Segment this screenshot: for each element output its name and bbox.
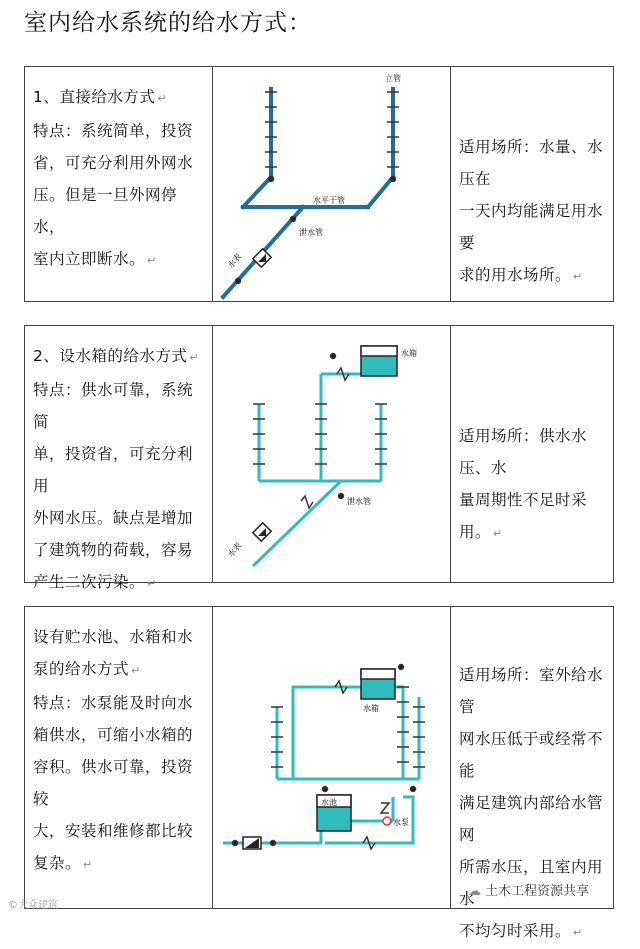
features-cell (25, 67, 213, 301)
feature-line: 复杂。 ↵ (33, 854, 93, 872)
pool-pump-tank-diagram (213, 607, 449, 907)
diagram-cell (213, 607, 451, 908)
usage-line: 适用场所：水量、水压在 (459, 138, 604, 188)
feature-line: 外网水压。缺点是增加 (33, 509, 194, 527)
watermark-left: ©大众建筑 (8, 900, 58, 911)
main-pipe-label: 水平干管 (313, 196, 345, 205)
usage-cell (451, 67, 613, 301)
wechat-icon: ☁ (468, 884, 486, 899)
row-heading: 设有贮水池、水箱和水 (33, 628, 194, 646)
tank-label: 水箱 (363, 704, 379, 713)
usage-line: 网水压低于或经常不能 (459, 730, 604, 780)
feature-line: 省，可充分利用外网水 (33, 154, 194, 172)
watermark-right: ☁ 土木工程资源共享 (468, 884, 590, 899)
usage-line: 满足建筑内部给水管网 (459, 794, 604, 844)
features-cell (25, 326, 213, 591)
usage-cell (451, 326, 613, 582)
water-meter (253, 249, 271, 267)
tank-supply-diagram (213, 326, 449, 581)
drain-label: 泄水管 (347, 497, 371, 506)
feature-line: 特点：水泵能及时向水 (33, 694, 194, 712)
usage-line: 一天内均能满足用水要 (459, 202, 604, 252)
feature-line: 箱供水，可缩小水箱的 (33, 726, 194, 744)
meter-label: 水表 (226, 251, 244, 270)
diagram-cell (213, 326, 451, 582)
feature-line: 室内立即断水。 ↵ (33, 250, 157, 268)
feature-line: 产生二次污染。 ↵ (33, 573, 157, 591)
feature-line: 压。但是一旦外网停水， (33, 186, 178, 236)
features-cell (25, 607, 213, 908)
row-heading: 泵的给水方式 ↵ (33, 660, 141, 678)
feature-line: 了建筑物的荷载，容易 (33, 541, 194, 559)
tank-label: 水箱 (401, 349, 417, 358)
row-heading: 1、直接给水方式 ↵ (33, 88, 168, 106)
table-row (24, 606, 614, 940)
riser-label: 立管 (385, 74, 401, 83)
pump-icon (383, 817, 391, 825)
feature-line: 单，投资省，可充分利用 (33, 445, 194, 495)
table-row (24, 66, 614, 302)
feature-line: 大，安装和维修都比较 (33, 822, 194, 840)
meter-label: 水表 (226, 540, 244, 559)
usage-line: 量周期性不足时采用。 ↵ (459, 491, 588, 541)
feature-line: 特点：供水可靠，系统简 (33, 381, 194, 431)
row-heading: 2、设水箱的给水方式 ↵ (33, 347, 200, 365)
usage-line: 适用场所：室外给水管 (459, 666, 604, 716)
usage-line: 求的用水场所。 ↵ (459, 266, 583, 284)
usage-line: 所需水压，且室内用水 (459, 858, 604, 908)
usage-line: 不均匀时采用。 ↵ (459, 922, 583, 940)
direct-supply-diagram (213, 67, 449, 300)
diagram-cell (213, 67, 451, 301)
table-row (24, 325, 614, 591)
page-title: 室内给水系统的给水方式： (24, 10, 312, 36)
usage-line: 适用场所：供水水压、水 (459, 427, 588, 477)
feature-line: 容积。供水可靠，投资较 (33, 758, 194, 808)
pump-label: 水泵 (393, 818, 409, 827)
feature-line: 特点：系统简单，投资 (33, 122, 194, 140)
drain-label: 泄水管 (299, 228, 323, 237)
pool-label: 水池 (321, 798, 337, 807)
usage-cell (451, 607, 613, 940)
